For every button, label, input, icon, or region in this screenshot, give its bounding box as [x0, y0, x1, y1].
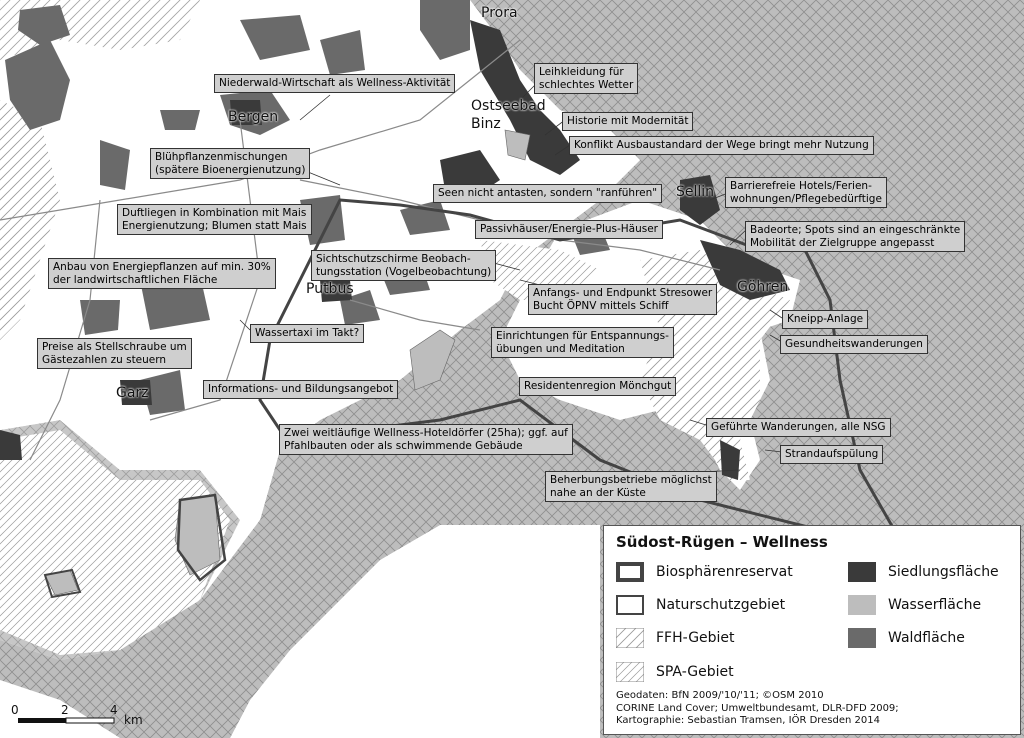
callout-bluehpflanzen: Blühpflanzenmischungen (spätere Bioenergienutzung): [150, 148, 310, 179]
place-prora: Prora: [481, 5, 518, 21]
callout-informations: Informations- und Bildungsangebot: [203, 380, 398, 399]
legend-swatch-biosphaere: [616, 562, 644, 582]
legend-swatch-ffh: [616, 628, 644, 648]
callout-anfangs: Anfangs- und Endpunkt Stresower Bucht ÖPNV mittels Schiff: [528, 284, 717, 315]
legend-swatch-wald: [848, 628, 876, 648]
place-sellin: Sellin: [676, 184, 715, 200]
callout-seen: Seen nicht antasten, sondern "ranführen": [433, 184, 662, 203]
callout-passivhaeuser: Passivhäuser/Energie-Plus-Häuser: [475, 220, 663, 239]
map-legend: [603, 525, 1021, 735]
legend-label-wasser: Wasserfläche: [888, 597, 982, 613]
scale-label-0: 0: [11, 703, 19, 717]
place-garz: Garz: [116, 385, 149, 401]
legend-label-biosphaere: Biosphärenreservat: [656, 564, 793, 580]
legend-label-naturschutz: Naturschutzgebiet: [656, 597, 786, 613]
callout-wassertaxi: Wassertaxi im Takt?: [250, 324, 364, 343]
callout-anbau: Anbau von Energiepflanzen auf min. 30% der landwirtschaftlichen Fläche: [48, 258, 276, 289]
place-putbus: Putbus: [306, 281, 354, 297]
legend-label-spa: SPA-Gebiet: [656, 664, 734, 680]
legend-swatch-naturschutz: [616, 595, 644, 615]
place-ostseebad: Ostseebad: [471, 98, 546, 114]
callout-duftliegen: Duftliegen in Kombination mit Mais Energienutzung; Blumen statt Mais: [117, 204, 312, 235]
credit-line-2: CORINE Land Cover; Umweltbundesamt, DLR-DFD 2009;: [616, 702, 899, 714]
callout-niederwald: Niederwald-Wirtschaft als Wellness-Aktivität: [214, 74, 455, 93]
legend-swatch-wasser: [848, 595, 876, 615]
credit-line-3: Kartographie: Sebastian Tramsen, IÖR Dresden 2014: [616, 715, 880, 726]
legend-credits: [616, 690, 899, 728]
legend-label-ffh: FFH-Gebiet: [656, 630, 735, 646]
callout-preise: Preise als Stellschraube um Gästezahlen zu steuern: [37, 338, 192, 369]
legend-swatch-spa: [616, 662, 644, 682]
legend-swatch-siedlung: [848, 562, 876, 582]
scale-label-2: 2: [61, 703, 69, 717]
callout-barrierefrei: Barrierefreie Hotels/Ferien- wohnungen/Pflegebedürftige: [725, 177, 887, 208]
scale-label-4: 4: [110, 703, 118, 717]
place-binz: Binz: [471, 116, 501, 132]
callout-residenten: Residentenregion Mönchgut: [519, 377, 676, 396]
callout-badeorte: Badeorte; Spots sind an eingeschränkte Mobilität der Zielgruppe angepasst: [745, 221, 965, 252]
legend-label-siedlung: Siedlungsfläche: [888, 564, 999, 580]
callout-konflikt: Konflikt Ausbaustandard der Wege bringt mehr Nutzung: [569, 136, 874, 155]
callout-sichtschutz: Sichtschutzschirme Beobach- tungsstation (Vogelbeobachtung): [311, 250, 496, 281]
scale-bar: [18, 718, 114, 723]
callout-strand: Strandaufspülung: [780, 445, 883, 464]
legend-label-wald: Waldfläche: [888, 630, 965, 646]
callout-historie: Historie mit Modernität: [562, 112, 693, 131]
credit-line-1: Geodaten: BfN 2009/'10/'11; ©OSM 2010: [616, 690, 824, 701]
callout-beherbergung: Beherbungsbetriebe möglichst nahe an der Küste: [545, 471, 717, 502]
legend-title: Südost-Rügen – Wellness: [616, 533, 828, 551]
place-bergen: Bergen: [228, 109, 279, 125]
callout-kneipp: Kneipp-Anlage: [782, 310, 868, 329]
callout-gefuehrte: Geführte Wanderungen, alle NSG: [706, 418, 891, 437]
callout-einrichtungen: Einrichtungen für Entspannungs- übungen und Meditation: [491, 327, 674, 358]
place-goehren: Göhren: [737, 279, 789, 295]
callout-gesundheit: Gesundheitswanderungen: [780, 335, 928, 354]
callout-leihkleidung: Leihkleidung für schlechtes Wetter: [534, 63, 638, 94]
callout-zwei: Zwei weitläufige Wellness-Hoteldörfer (25ha); ggf. auf Pfahlbauten oder als schwimmende Gebäude: [279, 424, 573, 455]
scale-unit: km: [124, 713, 143, 727]
